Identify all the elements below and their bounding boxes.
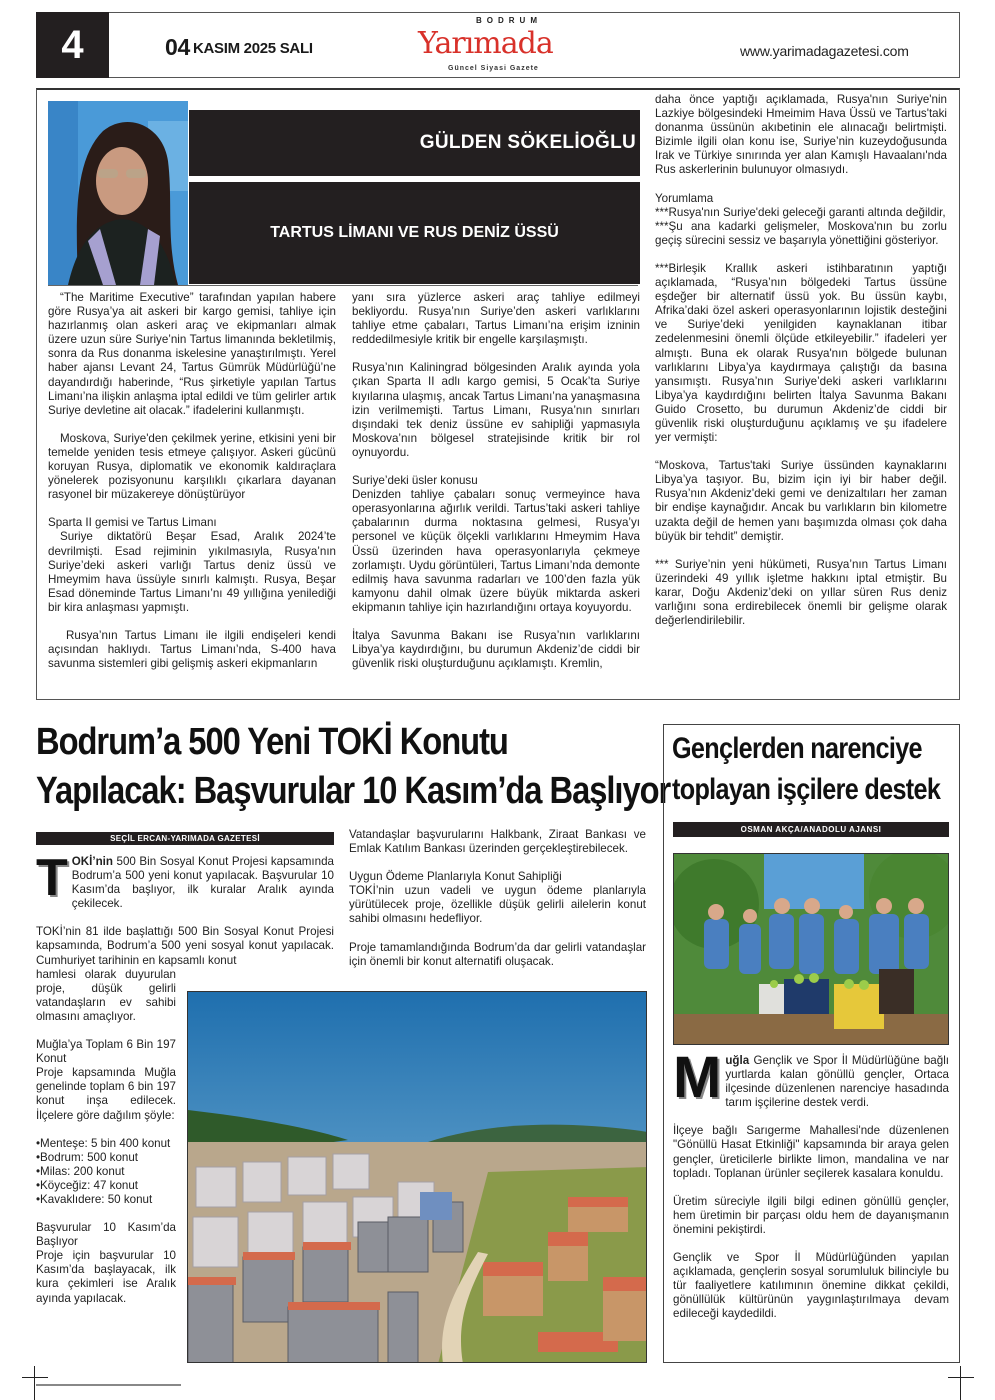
author-name-band (189, 110, 640, 176)
column-title-band (189, 182, 640, 284)
issue-date (165, 34, 313, 61)
quote-paragraph: “Moskova, Tartus'taki Suriye üssünden kaynaklarını Libya’ya taşıyor. Bu, bizim için iyi bir haber değil. Rusya’nın Akdeniz'deki gemi ve denizaltıları her zaman bir endişe kaynağıdır. Ancak bu varlıkların bin kilometre uzakta değil de hemen yanı başımızda olması çok daha büyük bir tehdit” demiştir. (655, 459, 947, 543)
paragraph: Proje kapsamında Muğla genelinde toplam 6 bin 197 konut inşa edilecek. İlçelere göre dağılım şöyle: (36, 1066, 176, 1122)
paragraph: Rusya’nın Kaliningrad bölgesinden Aralık ayında yola çıkan Sparta II adlı kargo gemisi, 5 Ocak’ta Suriye kıyılarına ulaşmış, ancak Tartus Limanı’na yanaşmasına izin verilmemişti. Tartus Limanı, Rusya’nın sınırları dışındaki tek deniz üssüne ev sahipliği yapmasıyla Moskova’nın bölgesel stratejisinde kritik bir rol oynuyordu. (352, 361, 640, 459)
subheading: Uygun Ödeme Planlarıyla Konut Sahipliği (349, 870, 562, 884)
toki-text-narrow (36, 968, 176, 1306)
paragraph: TOKİ’nin uzun vadeli ve uygun ödeme planlarıyla yürütülecek proje, özellikle düşük gelirli ailelerin konut sahibi olmasını hedefliyor. (349, 884, 646, 926)
lead-bold: uğla (725, 1054, 750, 1067)
page-number: 4 (36, 12, 109, 78)
paragraph: İlçeye bağlı Sarıgerme Mahallesi'nde düzenlenen "Gönüllü Hasat Etkinliği" kapsamında bir araya gelen gençler, üreticilerle birlikte limon, mandalina ve nar topladı. Toplanan ürünler seçilerek kasalara konuldu. (673, 1124, 949, 1180)
toki-text-col2 (349, 828, 646, 969)
drop-cap: M (673, 1045, 722, 1110)
paragraph: ***Şu ana kadarki gelişmeler, Moskova'nın bu zorlu geçiş sürecini sessiz ve başarıyla yönettiğini gösteriyor. (655, 219, 947, 247)
website-link[interactable]: www.yarimadagazetesi.com (740, 43, 909, 59)
column-text-col2 (352, 291, 640, 671)
paragraph: Gençlik ve Spor İl Müdürlüğünden yapılan açıklamada, gençlerin sosyal sorumluluk bilinciyle bu tür faaliyetlere katılımının önemine dikkat çekildi, gönüllülük kültürünün yaygınlaştırılmaya devam edileceği kaydedildi. (673, 1251, 949, 1321)
toki-housing-photo (187, 991, 647, 1363)
headline-line: Bodrum’a 500 Yeni TOKİ Konutu (36, 721, 508, 763)
list-item: •Menteşe: 5 bin 400 konut (36, 1136, 171, 1150)
citrus-headline[interactable] (672, 728, 941, 810)
paragraph: *** Suriye’nin yeni hükümeti, Rusya’nın Tartus Limanı üzerindeki 49 yıllık işletme hakkını iptal etmiştir. Bu karar, Doğu Akdeniz’deki on yıllar süren Rus deniz varlığını sona erdirebilecek önemli bir gelişme olarak değerlendirilebilir. (655, 557, 947, 628)
lead-paragraph (673, 1045, 949, 1110)
toki-byline: SEÇİL ERCAN-YARIMADA GAZETESİ (36, 832, 334, 845)
paragraph: Proje için başvurular 10 Kasım’da başlayacak, ilk kura çekimleri ise Aralık ayında yapılacak. (36, 1249, 176, 1305)
logo-top-text: BODRUM (476, 16, 542, 25)
paragraph: Denizden tahliye çabaları sonuç vermeyince hava operasyonlarına ağırlık verildi. Tartus’taki askeri tahliye çabalarının durma noktasına gelmesi, Rusya’yı personel ve küçük ölçekli varlıklarını Hmeymim Hava Üssü üzerinden hava operasyonlarıyla çekmeye zorlamıştı. Uydu görüntüleri, Tartus Limanı’nda demonte edilmiş hava savunma radarları ve 100’den fazla yük kamyonu dahil olmak üzere büyük miktarda askeri ekipmanın tahliye için hazırlandığını ortaya koyuyordu. (352, 488, 640, 614)
paragraph-narrow: hamlesi olarak duyurulan proje, düşük gelirli vatandaşların ev sahibi olmasını amaçlıyor. (36, 967, 176, 1023)
paragraph: Vatandaşlar başvurularını Halkbank, Ziraat Bankası ve Emlak Katılım Bankası üzerinden gerçekleştirebilecek. (349, 828, 646, 856)
lead-paragraph (36, 849, 334, 911)
list-item: •Kavaklıdere: 50 konut (36, 1192, 153, 1206)
paragraph: “The Maritime Executive” tarafından yapılan habere göre Rusya’ya ait askeri bir kargo gemisi, tahliye için hazırlanmış olan askeri araç ve ekipmanları almak üzere uzun süre Suriye’nin Tartus limanında bekletilmiş, sonra da Rus donanma iskelesine yanaştırılmıştı. Yerel haber ajansı Levant 24, Tartus Gümrük Müdürlüğü’ne dayandırdığı haberinde, “Rus şirketiyle yapılan Tartus Limanı’na ilişkin anlaşma iptal edildi ve tüm gelirler artık Suriye devletine ait olacak.” ifadelerini kullanmıştı. (48, 291, 336, 417)
paragraph: yanı sıra yüzlerce askeri araç tahliye edilmeyi bekliyordu. Rusya’nın Suriye’den askeri varlıklarını tahliye etme çabaları, Tartus Limanı’na erişim izninin reddedilmesiyle kritik bir engelle karşılaşmıştı. (352, 291, 640, 347)
volunteers-group-image (674, 854, 949, 1045)
paragraph: ***Birleşik Krallık askeri istihbaratının yaptığı açıklamada, “Rusya’nın bölgedeki Tartus üssüne eşdeğer bir alternatif üssü yok. Bu üssün kaybı, Afrika’daki özel askeri operasyonlarının lojistik desteğini ve Suriye’deki yenilgiden kaynaklanan itibar zedelenmesini önemli ölçüde etkileyebilir.” ifadeleri yer almıştı. Buna ek olarak Rusya'nın bölgede bulunan varlıklarını Libya’ya kaydırmaya çalıştığı da basına yansımıştı. Rusya’nın Suriye’deki askeri varlıklarını Libya’ya kaydırdığını belirten İtalya Savunma Bakanı Guido Crosetto, bu durumun Akdeniz’de ciddi bir güvenlik riski oluşturduğunu açıklamış ve şu ifadelere yer vermişti: (655, 261, 947, 445)
crop-mark (34, 1366, 35, 1400)
headline-line: toplayan işçilere destek (672, 773, 941, 806)
crop-mark (960, 1366, 961, 1400)
paragraph: Üretim süreciyle ilgili bilgi edinen gönüllü gençler, hem üretimin bir parçası oldu hem de dayanışmanın önemini pekiştirdi. (673, 1194, 949, 1236)
column-text-col1 (48, 291, 336, 671)
date-rest: KASIM 2025 SALI (192, 40, 313, 57)
date-day: 04 (165, 34, 190, 60)
lead-bold: OKİ’nin (71, 855, 113, 868)
column-title: TARTUS LİMANI VE RUS DENİZ ÜSSÜ (270, 224, 559, 241)
divider (36, 1384, 181, 1386)
subheading: Muğla’ya Toplam 6 Bin 197 Konut (36, 1038, 176, 1066)
citrus-byline: OSMAN AKÇA/ANADOLU AJANSI (673, 822, 949, 837)
column-text-col3 (655, 93, 947, 628)
logo-sub-text: Güncel Siyasi Gazete (448, 65, 539, 72)
crop-mark (22, 1377, 48, 1378)
list-item: •Milas: 200 konut (36, 1164, 125, 1178)
paragraph: Suriye diktatörü Beşar Esad, Aralık 2024’te devrilmişti. Esad rejiminin yıkılmasıyla, Rusya’nın Suriye’deki askeri varlığı Tartus deniz üssü ve Hmeymim hava üssüyle sınırlı kalmıştı. Rusya, Beşar Esad döneminde Tartus Limanı’nı 49 yıllığına yenilediği bir kira anlaşması yapmıştı. (48, 530, 336, 614)
paragraph: ***Rusya'nın Suriye'deki geleceği garanti altında değildir, (655, 205, 946, 219)
distribution-list (36, 1137, 176, 1207)
paragraph: Proje tamamlandığında Bodrum’da dar gelirli vatandaşlar için önemli bir konut alternatifi oluşacak. (349, 940, 646, 968)
logo-main-text: Yarımada (418, 26, 553, 61)
headline-line: Yapılacak: Başvurular 10 Kasım’da Başlıyor (36, 770, 671, 812)
subheading: Sparta II gemisi ve Tartus Limanı (48, 516, 217, 530)
divider (48, 285, 638, 286)
lead-text: 500 Bin Sosyal Konut Projesi kapsamında Bodrum’a 500 yeni konut yapılacak. Başvurular 10 Kasım’da başlıyor, ilk kuralar Aralık ayında çekilecek. (71, 855, 334, 911)
housing-aerial-image (188, 992, 647, 1363)
paragraph: TOKİ’nin 81 ilde başlattığı 500 Bin Sosyal Konut Projesi kapsamında, Bodrum’a 500 yeni sosyal konut yapılacak. Cumhuriyet tarihinin en kapsamlı konut (36, 925, 334, 967)
author-photo (48, 101, 188, 285)
crop-mark (948, 1377, 974, 1378)
citrus-text (673, 1045, 949, 1322)
headline-line: Gençlerden narenciye (672, 732, 922, 765)
paragraph: Rusya’nın Tartus Limanı ile ilgili endişeleri kendi açısından haklıydı. Tartus Limanı’nda, S-400 hava savunma sistemleri gibi gelişmiş askeri ekipmanların (48, 628, 336, 671)
newspaper-logo[interactable] (418, 16, 588, 76)
author-portrait-image (48, 101, 188, 285)
citrus-volunteers-photo (673, 853, 949, 1045)
list-item: •Köyceğiz: 47 konut (36, 1178, 139, 1192)
author-name: GÜLDEN SÖKELİOĞLU (419, 132, 636, 153)
subheading: Suriye’deki üsler konusu (352, 474, 478, 488)
paragraph: daha önce yaptığı açıklamada, Rusya'nın Suriye'nin Lazkiye bölgesindeki Hmeimim Hava Üssü ve Tartus'taki donanma üssünün akıbetinin ele alınacağı belirtmişti. Bizimle ilgili olan konu ise, Suriye’nin kuzeydoğusunda Irak ve Türkiye sınırında yer alan Kamışlı Havaalanı'nda Rus askerlerinin bulunuyor olmasıydı. (655, 93, 947, 177)
paragraph: İtalya Savunma Bakanı ise Rusya’nın varlıklarını Libya’ya kaydırdığını, bu durumun Akdeniz’de ciddi bir güvenlik riski oluşturduğunu açıklamıştı. Kremlin, (352, 628, 640, 671)
list-item: •Bodrum: 500 konut (36, 1150, 139, 1164)
drop-cap: T (36, 849, 68, 907)
toki-headline[interactable] (36, 718, 671, 816)
lead-text: Gençlik ve Spor İl Müdürlüğüne bağlı yurtlarda kalan gönüllü gençler, Ortaca ilçesinde düzenlenen narenciye hasadında tarım işçilerine destek verdi. (725, 1054, 949, 1110)
subheading: Yorumlama (655, 191, 714, 205)
subheading: Başvurular 10 Kasım’da Başlıyor (36, 1221, 176, 1249)
paragraph: Moskova, Suriye'den çekilmek yerine, etkisini yeni bir temelde yeniden tesis etmeye çalışıyor. Askeri gücünü koruyan Rusya, diplomatik ve ekonomik kaldıraçlara yönelerek pozisyonunu karşılıklı çıkarlara dayanan rasyonel bir müzakereye dönüştürüyor (48, 431, 336, 502)
